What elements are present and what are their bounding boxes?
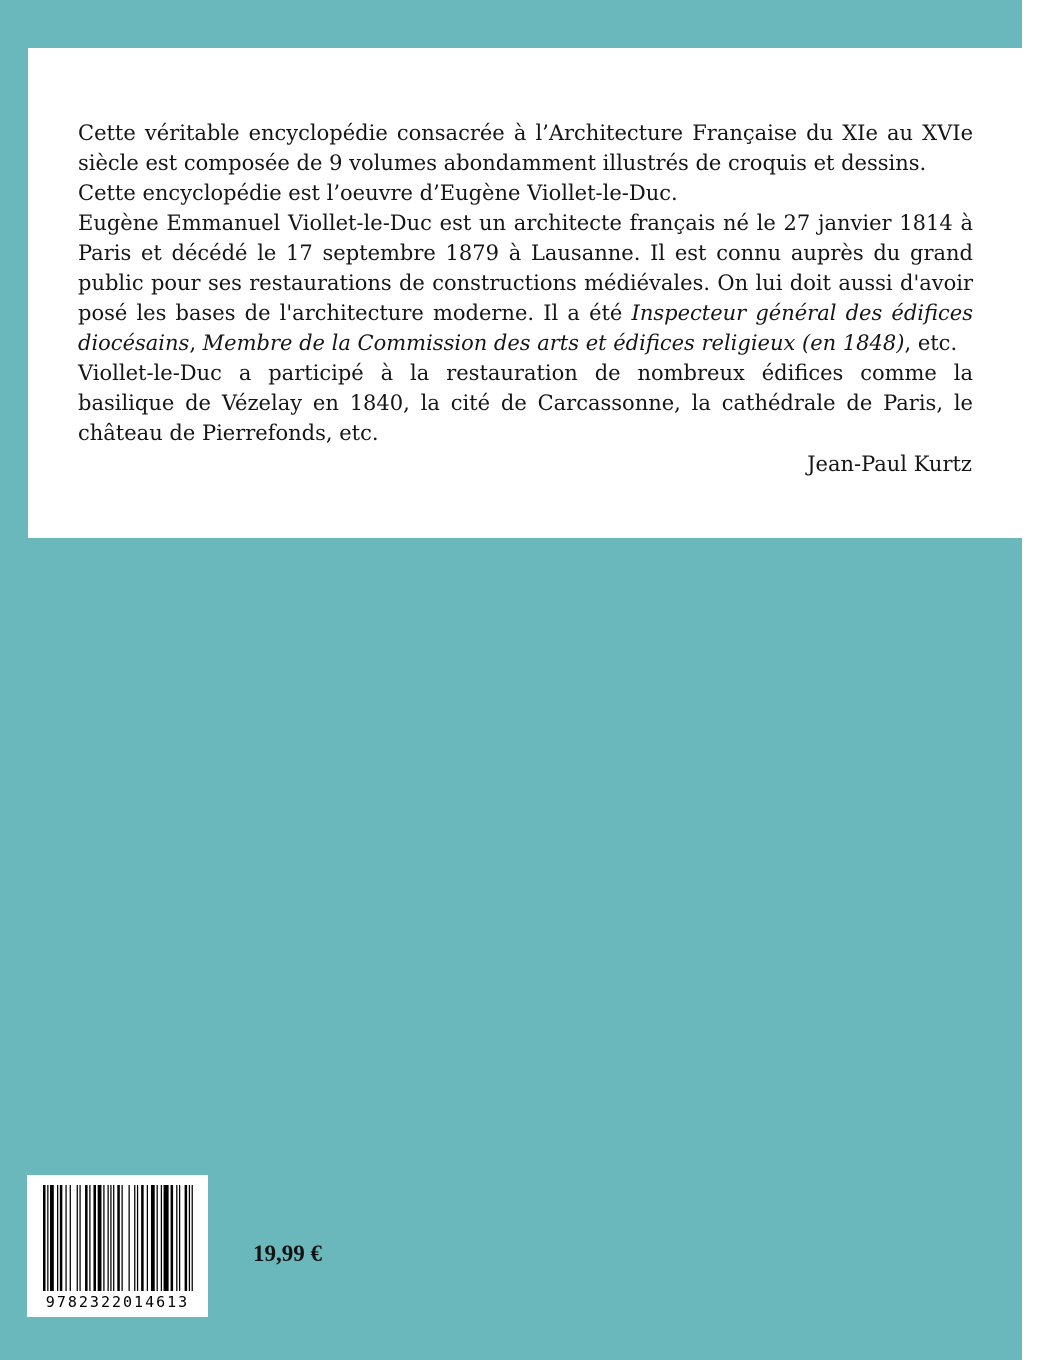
blurb-paragraph-author-work: Cette encyclopédie est l’oeuvre d’Eugène Viollet-le-Duc. — [78, 181, 678, 205]
blurb-paragraph-biography — [78, 208, 973, 358]
blurb-panel — [28, 48, 1022, 538]
biography-separator: , — [189, 331, 203, 355]
biography-title-inspector: Inspecteur général des édifices diocésains — [78, 301, 973, 355]
blurb-text — [78, 118, 973, 448]
barcode — [27, 1175, 208, 1317]
blurb-paragraph-restorations: Viollet-le-Duc a participé à la restauration de nombreux édifices comme la basilique de Vézelay en 1840, la cité de Carcassonne, la cathédrale de Paris, le château de Pierrefonds, etc. — [78, 361, 973, 445]
biography-etc: , etc. — [904, 331, 958, 355]
biography-text: Eugène Emmanuel Viollet-le-Duc est un architecte français né le 27 janvier 1814 à Paris et décédé le 17 septembre 1879 à Lausanne. Il est connu auprès du grand public pour ses restaurations de constructions médiévales. On lui doit aussi d'avoir posé les bases de l'architecture moderne. Il a été — [78, 211, 973, 325]
author-signature: Jean-Paul Kurtz — [807, 452, 972, 476]
biography-title-commission: Membre de la Commission des arts et édifices religieux (en 1848) — [202, 331, 905, 355]
isbn-number: 9782322014613 — [45, 1293, 190, 1311]
blurb-paragraph-encyclopedia: Cette véritable encyclopédie consacrée à l’Architecture Française du XIe au XVIe siècle est composée de 9 volumes abondamment illustrés de croquis et dessins. — [78, 121, 973, 175]
price: 19,99 € — [253, 1241, 322, 1266]
barcode-bars — [43, 1185, 193, 1295]
